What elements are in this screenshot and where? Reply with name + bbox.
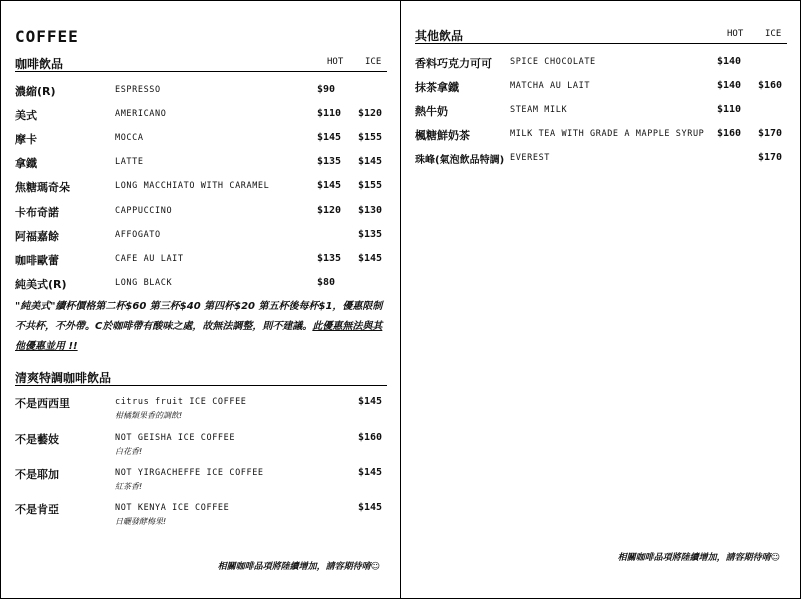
section-title: 清爽特調咖啡飲品	[15, 371, 112, 385]
item-name-zh: 熱牛奶	[415, 105, 448, 118]
price-ice: $155	[358, 180, 383, 191]
item-name-zh: 純美式(R)	[15, 278, 67, 291]
item-name-en: MOCCA	[115, 133, 144, 143]
item-name-en: NOT KENYA ICE COFFEE	[115, 503, 230, 513]
item-name-en: STEAM MILK	[510, 105, 568, 115]
menu-item	[15, 501, 387, 531]
price-hot: $120	[317, 205, 342, 216]
section-title: 其他飲品	[415, 29, 464, 43]
item-name-en: LONG MACCHIATO WITH CARAMEL	[115, 181, 270, 191]
price-hot: $80	[317, 277, 336, 288]
menu-item	[15, 179, 387, 197]
price-hot: $160	[717, 128, 742, 139]
note-line-3: 他優惠並用 !!	[15, 341, 78, 352]
item-name-en: MATCHA AU LAIT	[510, 81, 591, 91]
menu-item	[15, 83, 387, 101]
ice-column-label: ICE	[365, 57, 382, 67]
price-ice: $120	[358, 108, 383, 119]
item-name-en: LATTE	[115, 157, 144, 167]
item-name-zh: 焦糖瑪奇朵	[15, 181, 70, 194]
item-name-zh: 卡布奇諾	[15, 206, 59, 219]
section-header-special	[15, 369, 387, 386]
price-hot: $145	[317, 132, 342, 143]
item-name-en: MILK TEA WITH GRADE A MAPPLE SYRUP	[510, 129, 705, 139]
item-name-en: SPICE CHOCOLATE	[510, 57, 596, 67]
price-ice: $145	[358, 156, 383, 167]
menu-page-right	[400, 0, 801, 599]
item-name-zh: 香料巧克力可可	[415, 57, 492, 70]
section-header-coffee	[15, 55, 387, 72]
price-ice: $170	[758, 152, 783, 163]
item-name-zh: 摩卡	[15, 133, 37, 146]
footer-note: 相關咖啡品項將陸續增加，請容期待唷☺	[617, 553, 780, 563]
price-ice: $160	[358, 432, 383, 443]
price-ice: $145	[358, 467, 383, 478]
ice-column-label: ICE	[765, 29, 782, 39]
menu-item	[415, 55, 787, 73]
footer-note: 相關咖啡品項將陸續增加，請容期待唷☺	[217, 562, 380, 572]
menu-page-left	[0, 0, 401, 599]
menu-item	[415, 151, 787, 169]
item-name-en: NOT GEISHA ICE COFFEE	[115, 433, 236, 443]
menu-item	[15, 155, 387, 173]
menu-item	[15, 228, 387, 246]
item-name-en: AFFOGATO	[115, 230, 161, 240]
menu-item	[15, 131, 387, 149]
price-ice: $145	[358, 502, 383, 513]
note-line-1: "純美式"續杯價格第二杯$60 第三杯$40 第四杯$20 第五杯後每杯$1，優惠限制	[15, 301, 383, 312]
item-name-zh: 阿福嘉餘	[15, 230, 59, 243]
item-name-en: citrus fruit ICE COFFEE	[115, 397, 247, 407]
menu-item	[15, 107, 387, 125]
price-hot: $140	[717, 80, 742, 91]
menu-item	[415, 79, 787, 97]
price-hot: $110	[317, 108, 342, 119]
item-note: 紅茶香!	[115, 482, 143, 491]
menu-item	[415, 127, 787, 145]
menu-item	[415, 103, 787, 121]
item-name-zh: 不是耶加	[15, 468, 59, 481]
item-name-en: AMERICANO	[115, 109, 167, 119]
section-title: 咖啡飲品	[15, 57, 64, 71]
menu-item	[15, 395, 387, 425]
price-hot: $110	[717, 104, 742, 115]
price-ice: $160	[758, 80, 783, 91]
item-name-zh: 不是藝妓	[15, 433, 59, 446]
item-note: 白花香!	[115, 447, 143, 456]
section-header-other	[415, 27, 787, 44]
item-name-en: EVEREST	[510, 153, 551, 163]
item-name-en: CAFE AU LAIT	[115, 254, 184, 264]
price-hot: $140	[717, 56, 742, 67]
item-name-zh: 美式	[15, 109, 37, 122]
item-name-en: CAPPUCCINO	[115, 206, 173, 216]
item-name-zh: 抹茶拿鐵	[415, 81, 459, 94]
item-note: 柑橘類果香的調飲!	[115, 411, 183, 420]
note-line-2: 不共杯，不外帶。C於咖啡帶有酸味之處，故無法調整，則不建議。此優惠無法與其	[15, 321, 383, 332]
price-ice: $145	[358, 396, 383, 407]
menu-item	[15, 276, 387, 294]
menu-item	[15, 431, 387, 461]
menu-item	[15, 466, 387, 496]
price-hot: $135	[317, 253, 342, 264]
item-name-en: ESPRESSO	[115, 85, 161, 95]
item-name-zh: 拿鐵	[15, 157, 37, 170]
item-name-zh: 楓糖鮮奶茶	[415, 129, 470, 142]
price-ice: $130	[358, 205, 383, 216]
price-ice: $135	[358, 229, 383, 240]
menu-item	[15, 252, 387, 270]
item-name-zh: 珠峰(氣泡飲品特調)	[415, 155, 505, 166]
menu-item	[15, 204, 387, 222]
menu-title: COFFEE	[15, 27, 79, 46]
price-hot: $90	[317, 84, 336, 95]
price-hot: $145	[317, 180, 342, 191]
hot-column-label: HOT	[327, 57, 344, 67]
item-name-zh: 不是西西里	[15, 397, 70, 410]
item-name-en: NOT YIRGACHEFFE ICE COFFEE	[115, 468, 264, 478]
hot-column-label: HOT	[727, 29, 744, 39]
item-name-en: LONG BLACK	[115, 278, 173, 288]
item-name-zh: 濃縮(R)	[15, 85, 56, 98]
price-ice: $155	[358, 132, 383, 143]
item-name-zh: 咖啡歐蕾	[15, 254, 59, 267]
refill-promo-note	[15, 297, 393, 357]
price-ice: $170	[758, 128, 783, 139]
price-ice: $145	[358, 253, 383, 264]
item-note: 日曬發酵梅果!	[115, 517, 167, 526]
price-hot: $135	[317, 156, 342, 167]
item-name-zh: 不是肯亞	[15, 503, 59, 516]
